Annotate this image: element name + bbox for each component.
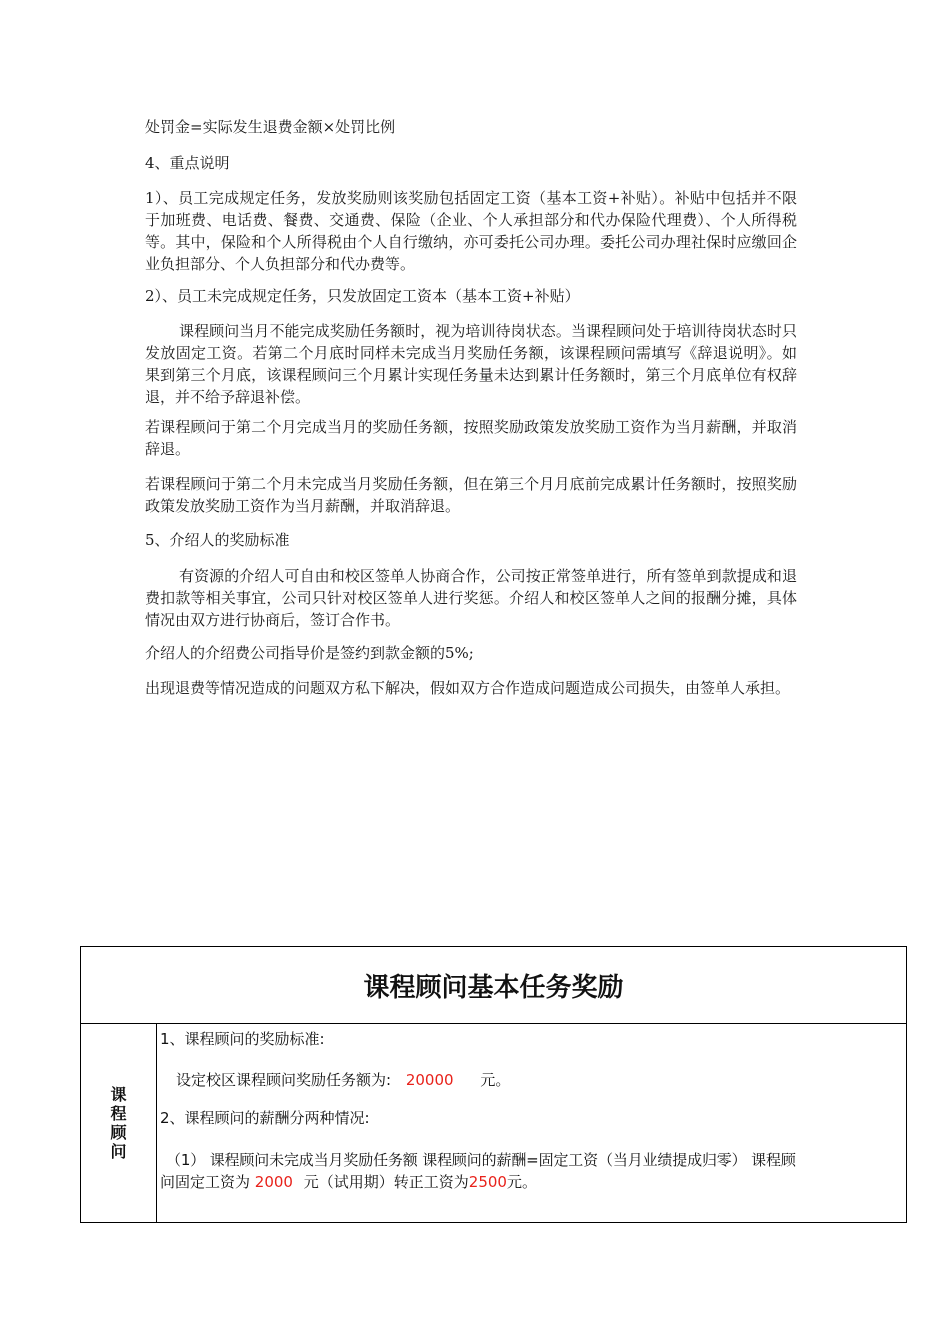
reward-target-amount: 20000 [405,1071,454,1089]
paragraph-referrer-cooperation: 有资源的介绍人可自由和校区签单人协商合作，公司按正常签单进行，所有签单到款提成和退费扣款等相关事宜，公司只针对校区签单人进行奖惩。介绍人和校区签单人之间的报酬分摊，具体情况由双方进行协商后，签订合作书。 [145,567,797,629]
salary-case-1-continued [160,1171,537,1193]
regular-salary-label: 元（试用期）转正工资为 [303,1173,469,1191]
reward-target-line [176,1069,510,1091]
paragraph-completed-task: 1）、员工完成规定任务，发放奖励则该奖励包括固定工资（基本工资+补贴）。补贴中包括并不限于加班费、电话费、餐费、交通费、保险（企业、个人承担部分和代办保险代理费）、个人所得税等。其中，保险和个人所得税由个人自行缴纳，亦可委托公司办理。委托公司办理社保时应缴回企业负担部分、个人负担部分和代办费等。 [145,189,797,273]
salary-unit: 元。 [506,1173,537,1191]
reward-standard-heading: 1、课程顾问的奖励标准: [160,1030,325,1048]
paragraph-refund-dispute: 出现退费等情况造成的问题双方私下解决，假如双方合作造成问题造成公司损失，由签单人承担。 [145,679,791,697]
reward-target-label: 设定校区课程顾问奖励任务额为: [176,1071,392,1089]
probation-salary-amount: 2000 [254,1173,293,1191]
paragraph-third-month-complete: 若课程顾问于第二个月未完成当月奖励任务额，但在第三个月月底前完成累计任务额时，按照奖励政策发放奖励工资作为当月薪酬，并取消辞退。 [145,475,797,515]
paragraph-uncompleted-task: 2）、员工未完成规定任务，只发放固定工资本（基本工资+补贴） [145,287,580,305]
penalty-formula: 处罚金=实际发生退费金额×处罚比例 [145,118,396,136]
table-title: 课程顾问基本任务奖励 [81,947,906,1024]
section-4-heading: 4、重点说明 [145,154,230,172]
paragraph-training-status: 课程顾问当月不能完成奖励任务额时，视为培训待岗状态。当课程顾问处于培训待岗状态时只发放固定工资。若第二个月底时同样未完成当月奖励任务额，该课程顾问需填写《辞退说明》。如果到第三个月底，该课程顾问三个月累计实现任务量未达到累计任务额时，第三个月底单位有权辞退，并不给予辞退补偿。 [145,322,797,406]
table-side-label: 课程顾问 [110,1085,127,1161]
salary-cases-heading: 2、课程顾问的薪酬分两种情况: [160,1109,370,1127]
table-side-cell [81,1024,157,1222]
paragraph-second-month-complete: 若课程顾问于第二个月完成当月的奖励任务额，按照奖励政策发放奖励工资作为当月薪酬，并取消辞退。 [145,418,797,458]
fixed-salary-label: 问固定工资为 [160,1173,251,1191]
paragraph-referral-fee: 介绍人的介绍费公司指导价是签约到款金额的5%; [145,644,474,662]
regular-salary-amount: 2500 [468,1173,507,1191]
section-5-heading: 5、介绍人的奖励标准 [145,531,290,549]
reward-target-unit: 元。 [480,1071,511,1089]
salary-case-1-line: （1） 课程顾问未完成当月奖励任务额 课程顾问的薪酬=固定工资（当月业绩提成归零） 课程顾 [166,1151,796,1169]
table-content-cell [158,1024,906,1222]
reward-table [80,946,907,1223]
